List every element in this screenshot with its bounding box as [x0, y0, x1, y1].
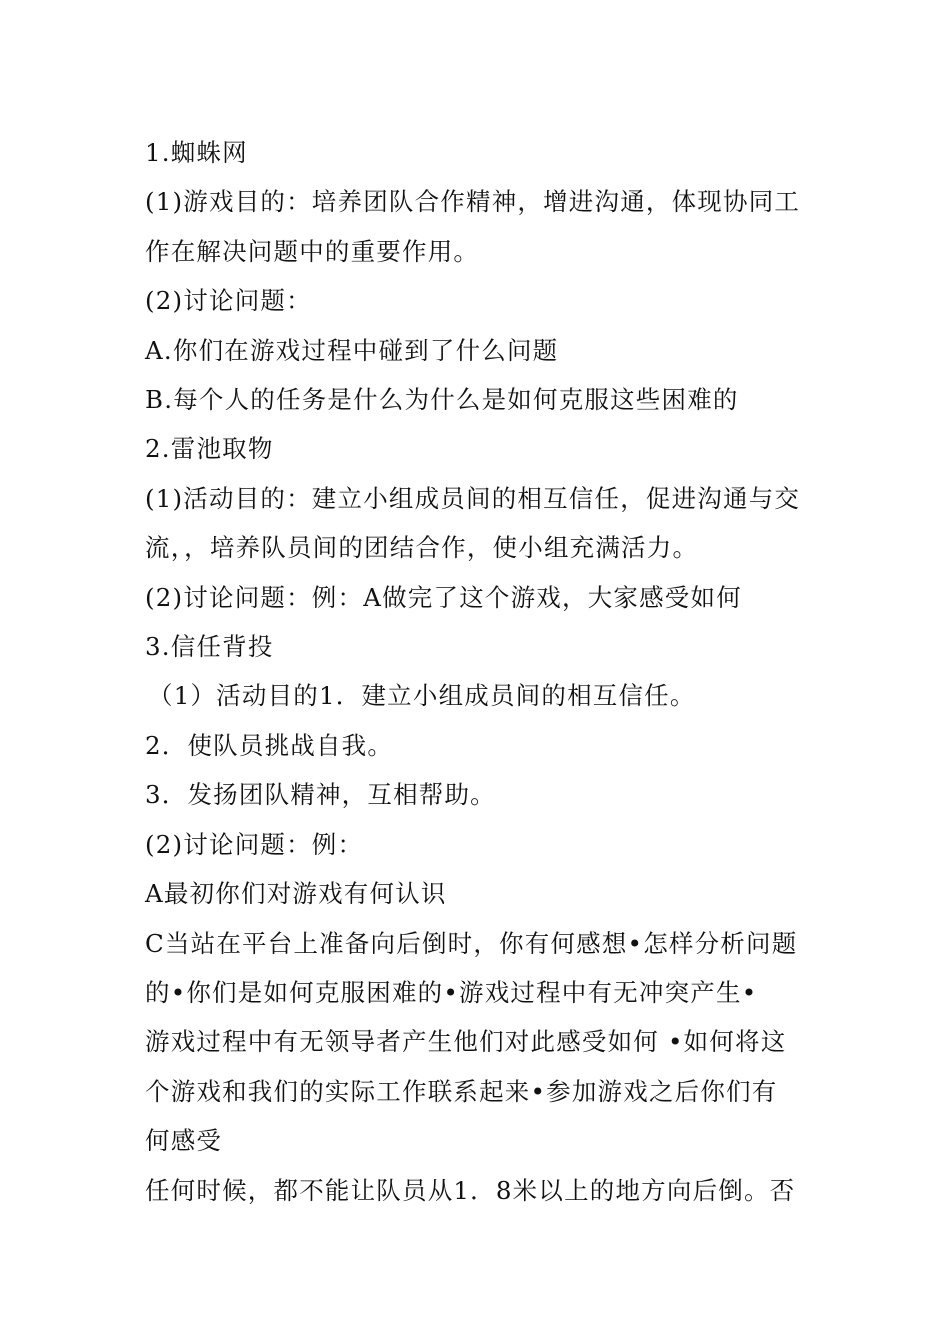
- paragraph-line: (1)游戏目的：培养团队合作精神，增进沟通，体现协同工: [145, 187, 801, 217]
- paragraph-line: 作在解决问题中的重要作用。: [145, 236, 480, 266]
- heading-trust-fall: 3.信任背投: [145, 632, 274, 662]
- paragraph-line: (2)讨论问题：例：A做完了这个游戏，大家感受如何: [145, 582, 742, 612]
- paragraph-line: (2)讨论问题：例：: [145, 829, 364, 859]
- paragraph-line: A.你们在游戏过程中碰到了什么问题: [145, 335, 559, 365]
- paragraph-line: 3．发扬团队精神，互相帮助。: [145, 780, 496, 810]
- paragraph-line: 的•你们是如何克服困难的•游戏过程中有无冲突产生•: [145, 977, 758, 1007]
- paragraph-line: 2．使队员挑战自我。: [145, 730, 394, 760]
- document-body: [145, 128, 810, 1215]
- paragraph-line: 任何时候，都不能让队员从1．8米以上的地方向后倒。否: [145, 1175, 796, 1205]
- heading-minefield: 2.雷池取物: [145, 434, 274, 464]
- paragraph-line: A最初你们对游戏有何认识: [145, 879, 447, 909]
- paragraph-line: （1）活动目的1．建立小组成员间的相互信任。: [148, 681, 696, 711]
- paragraph-line: (1)活动目的：建立小组成员间的相互信任，促进沟通与交: [145, 483, 801, 513]
- paragraph-line: 流，，培养队员间的团结合作，使小组充满活力。: [145, 533, 699, 563]
- paragraph-line: 个游戏和我们的实际工作联系起来•参加游戏之后你们有: [145, 1076, 778, 1106]
- paragraph-line: B.每个人的任务是什么为什么是如何克服这些困难的: [145, 385, 739, 415]
- paragraph-line: 游戏过程中有无领导者产生他们对此感受如何 •如何将这: [145, 1027, 787, 1057]
- paragraph-line: C当站在平台上准备向后倒时，你有何感想•怎样分析问题: [145, 928, 798, 958]
- heading-spider-web: 1.蜘蛛网: [145, 138, 248, 167]
- paragraph-line: (2)讨论问题：: [145, 286, 312, 316]
- paragraph-line: 何感受: [145, 1126, 223, 1156]
